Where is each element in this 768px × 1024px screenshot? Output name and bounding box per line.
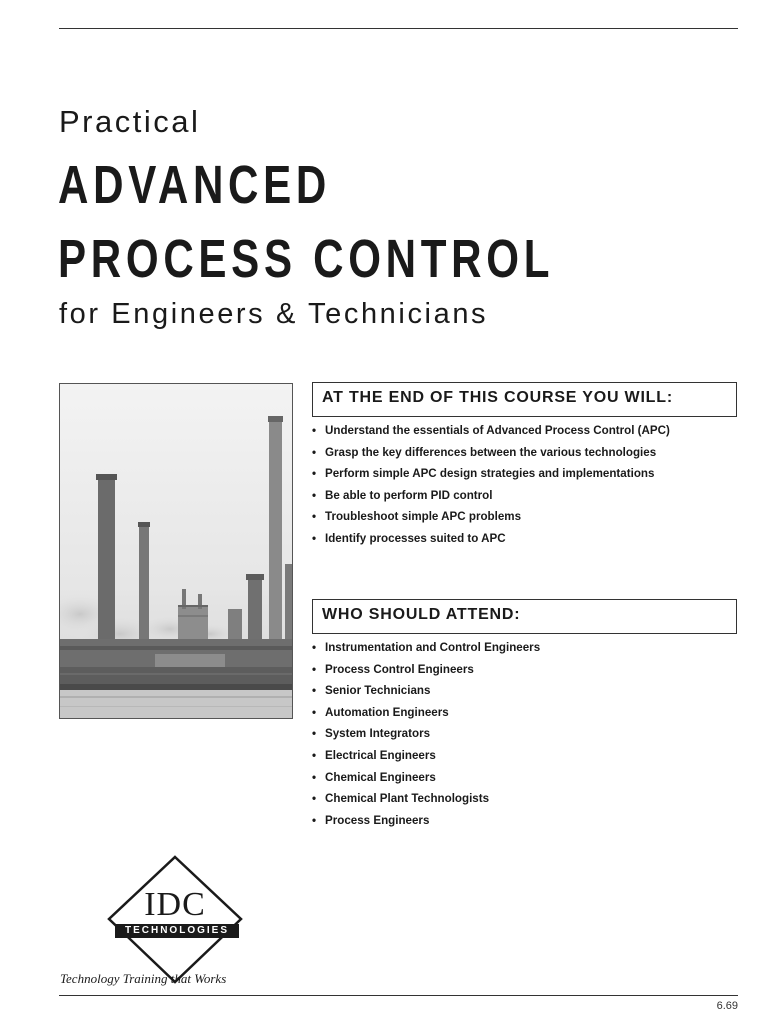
list-item: • Chemical Plant Technologists bbox=[312, 790, 742, 812]
title-line-1: ADVANCED bbox=[58, 155, 332, 215]
list-item: • Electrical Engineers bbox=[312, 747, 742, 769]
idc-logo bbox=[107, 855, 243, 984]
logo-subtitle: TECHNOLOGIES bbox=[115, 924, 239, 938]
list-item: • Understand the essentials of Advanced Process Control (APC) bbox=[312, 422, 742, 444]
list-item: • Perform simple APC design strategies and implementations bbox=[312, 465, 742, 487]
list-item: • Chemical Engineers bbox=[312, 769, 742, 791]
list-item: • Process Control Engineers bbox=[312, 661, 742, 683]
bottom-rule bbox=[59, 995, 738, 996]
list-item: • Process Engineers bbox=[312, 812, 742, 834]
list-item: • Grasp the key differences between the various technologies bbox=[312, 444, 742, 466]
list-item: • Be able to perform PID control bbox=[312, 487, 742, 509]
list-item: • System Integrators bbox=[312, 725, 742, 747]
audience-list bbox=[312, 639, 742, 833]
title-subtitle: for Engineers & Technicians bbox=[59, 298, 489, 330]
refinery-photo bbox=[59, 383, 293, 719]
top-rule bbox=[59, 28, 738, 29]
audience-heading: WHO SHOULD ATTEND: bbox=[312, 599, 737, 634]
logo-name: IDC bbox=[144, 886, 206, 923]
title-practical: Practical bbox=[59, 104, 201, 139]
outcomes-heading: AT THE END OF THIS COURSE YOU WILL: bbox=[312, 382, 737, 417]
tagline: Technology Training that Works bbox=[60, 971, 227, 986]
list-item: • Instrumentation and Control Engineers bbox=[312, 639, 742, 661]
list-item: • Senior Technicians bbox=[312, 682, 742, 704]
page-number: 6.69 bbox=[716, 1000, 738, 1012]
list-item: • Identify processes suited to APC bbox=[312, 530, 742, 552]
list-item: • Troubleshoot simple APC problems bbox=[312, 508, 742, 530]
outcomes-list bbox=[312, 422, 742, 552]
title-line-2: PROCESS CONTROL bbox=[58, 229, 555, 289]
list-item: • Automation Engineers bbox=[312, 704, 742, 726]
